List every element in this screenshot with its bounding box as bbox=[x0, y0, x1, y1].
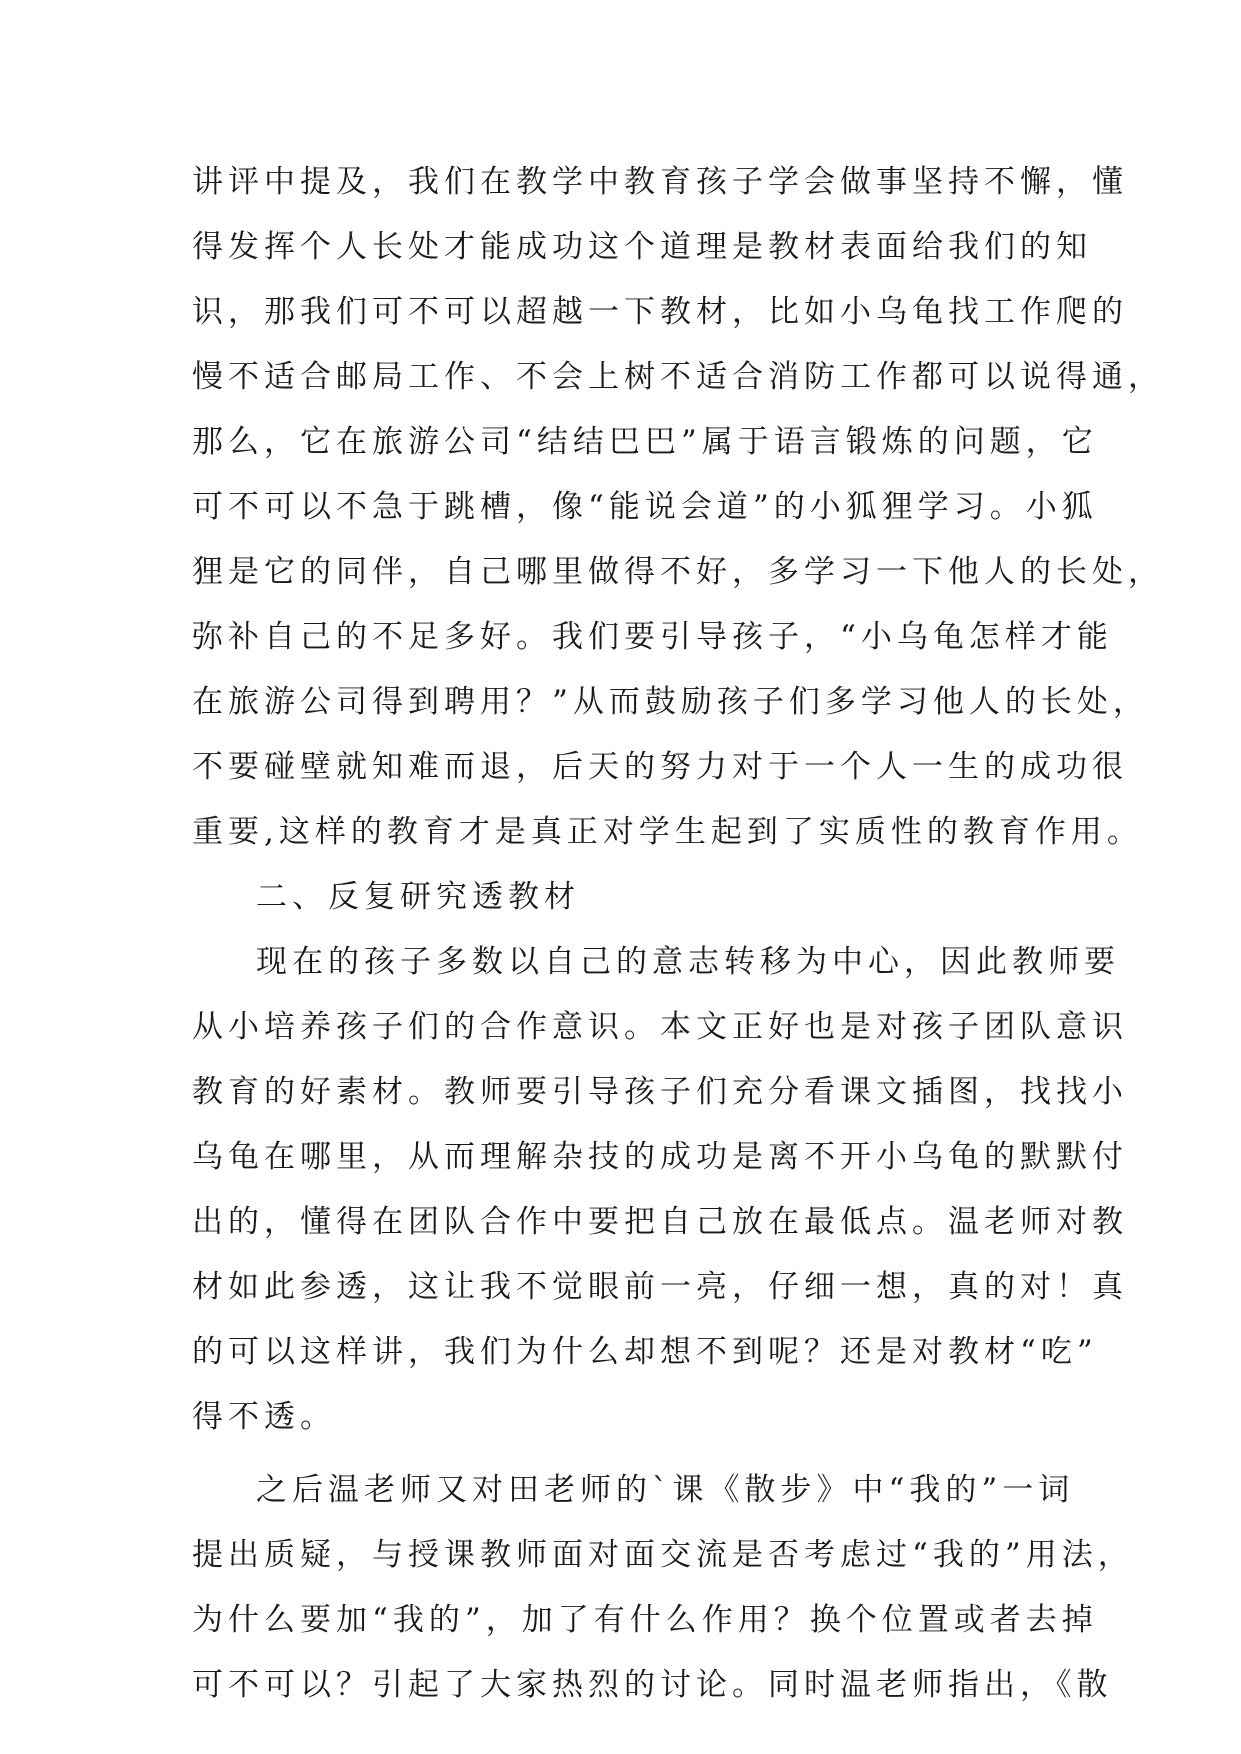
text-line: 在旅游公司得到聘用？”从而鼓励孩子们多学习他人的长处， bbox=[192, 684, 1149, 720]
text-line: 教育的好素材。教师要引导孩子们充分看课文插图，找找小 bbox=[192, 1074, 1128, 1110]
text-line: 乌龟在哪里，从而理解杂技的成功是离不开小乌龟的默默付 bbox=[192, 1139, 1128, 1175]
text-line: 为什么要加“我的”，加了有什么作用？换个位置或者去掉 bbox=[192, 1602, 1098, 1638]
text-line: 的可以这样讲，我们为什么却想不到呢？还是对教材“吃” bbox=[192, 1334, 1098, 1370]
paragraph-gap bbox=[192, 1450, 1052, 1458]
text-line: 狸是它的同伴，自己哪里做得不好，多学习一下他人的长处， bbox=[192, 554, 1164, 590]
text-line: 弥补自己的不足多好。我们要引导孩子，“小乌龟怎样才能 bbox=[192, 619, 1113, 655]
text-line: 之后温老师又对田老师的`课《散步》中“我的”一词 bbox=[256, 1472, 1075, 1508]
text-line: 慢不适合邮局工作、不会上树不适合消防工作都可以说得通， bbox=[192, 359, 1164, 395]
paragraph bbox=[192, 150, 1164, 865]
text-line: 可不可以不急于跳槽，像“能说会道”的小狐狸学习。小狐 bbox=[192, 489, 1098, 525]
text-line: 从小培养孩子们的合作意识。本文正好也是对孩子团队意识 bbox=[192, 1009, 1128, 1045]
text-line: 提出质疑，与授课教师面对面交流是否考虑过“我的”用法， bbox=[192, 1537, 1134, 1573]
text-line: 重要,这样的教育才是真正对学生起到了实质性的教育作用。 bbox=[192, 814, 1143, 850]
paragraph bbox=[192, 930, 1128, 1450]
text-line: 可不可以？引起了大家热烈的讨论。同时温老师指出，《散 bbox=[192, 1667, 1113, 1703]
text-line: 材如此参透，这让我不觉眼前一亮，仔细一想，真的对！真 bbox=[192, 1269, 1128, 1305]
text-line: 出的，懂得在团队合作中要把自己放在最低点。温老师对教 bbox=[192, 1204, 1128, 1240]
text-line: 识，那我们可不可以超越一下教材，比如小乌龟找工作爬的 bbox=[192, 294, 1128, 330]
section-heading bbox=[192, 865, 1052, 930]
paragraph bbox=[192, 1458, 1134, 1718]
text-line: 不要碰壁就知难而退，后天的努力对于一个人一生的成功很 bbox=[192, 749, 1128, 785]
text-line: 得发挥个人长处才能成功这个道理是教材表面给我们的知 bbox=[192, 229, 1092, 265]
text-line: 得不透。 bbox=[192, 1399, 336, 1435]
text-line: 现在的孩子多数以自己的意志转移为中心，因此教师要 bbox=[256, 944, 1120, 980]
document-body bbox=[192, 150, 1164, 1718]
heading-text: 二、反复研究透教材 bbox=[256, 879, 580, 915]
text-line: 讲评中提及，我们在教学中教育孩子学会做事坚持不懈，懂 bbox=[192, 164, 1128, 200]
text-line: 那么，它在旅游公司“结结巴巴”属于语言锻炼的问题，它 bbox=[192, 424, 1098, 460]
